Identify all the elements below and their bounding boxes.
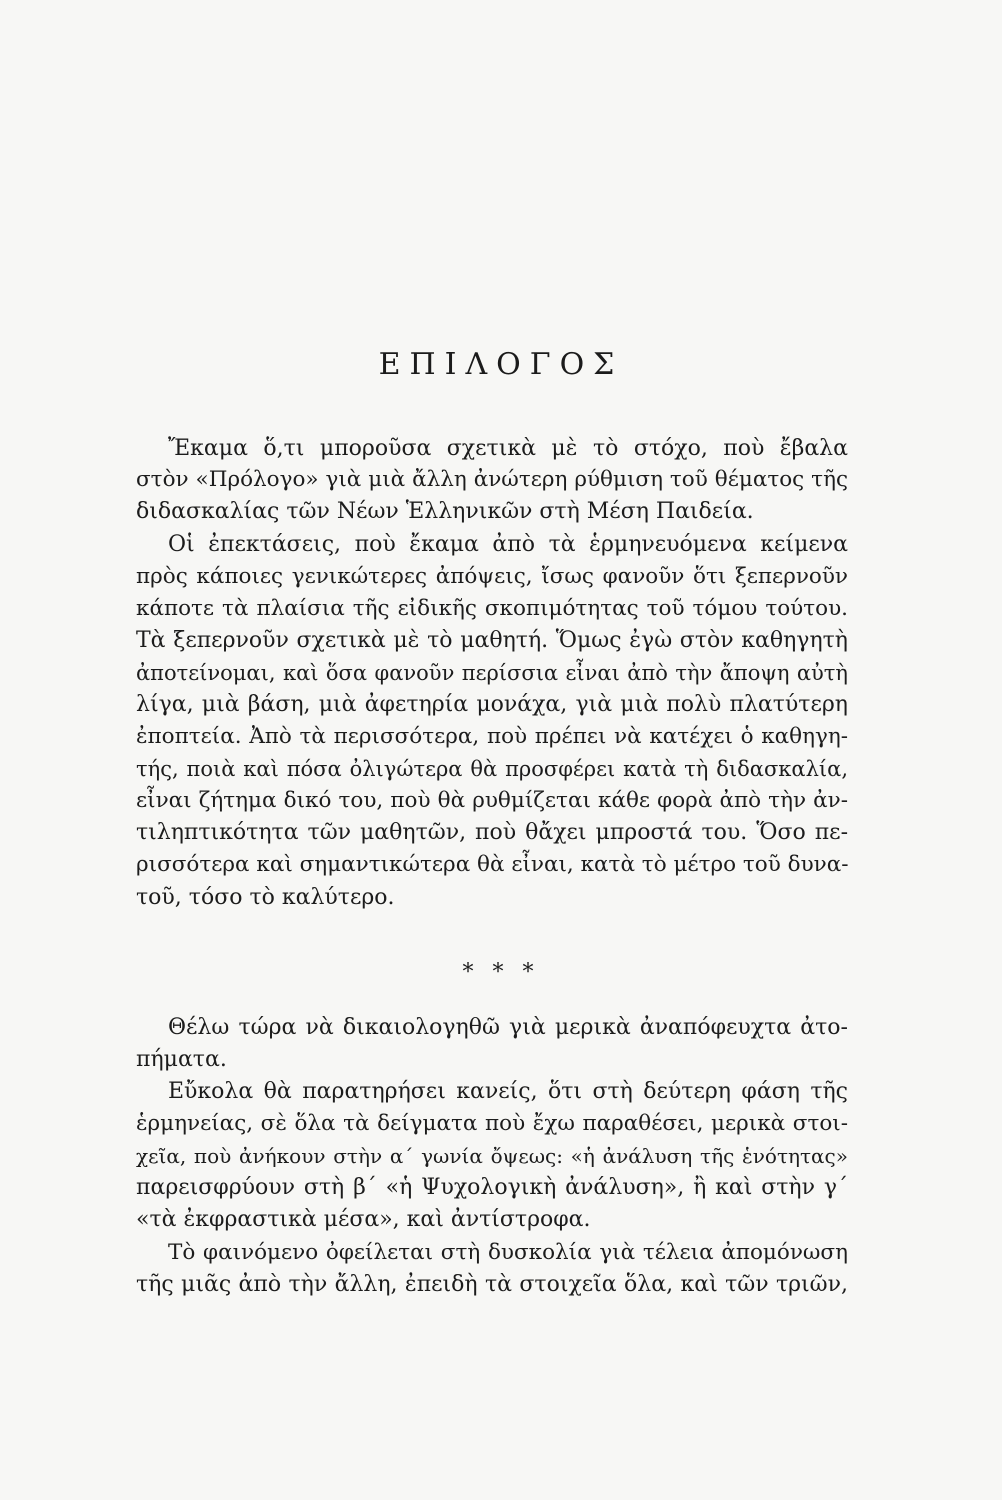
text-line: Τὸ φαινόμενο ὀφείλεται στὴ δυσκολία γιὰ τέλεια ἀπομόνωση	[168, 1240, 848, 1265]
text-line: εἶναι ζήτημα δικό του, ποὺ θὰ ρυθμίζεται κάθε φορὰ ἀπὸ τὴν ἀν-	[136, 788, 848, 813]
page-title: ΕΠΙΛΟΓΟΣ	[378, 347, 624, 382]
text-line: τής, ποιὰ καὶ πόσα ὀλιγώτερα θὰ προσφέρει κατὰ τὴ διδασκαλία,	[136, 757, 848, 781]
text-line: ἑρμηνείας, σὲ ὅλα τὰ δείγματα ποὺ ἔχω παραθέσει, μερικὰ στοι-	[136, 1111, 848, 1136]
text-line: Θέλω τώρα νὰ δικαιολογηθῶ γιὰ μερικὰ ἀναπόφευχτα ἀτο-	[168, 1015, 848, 1040]
text-line: πήματα.	[136, 1047, 227, 1072]
text-line: λίγα, μιὰ βάση, μιὰ ἀφετηρία μονάχα, γιὰ μιὰ πολὺ πλατύτερη	[136, 692, 848, 717]
text-line: Ἔκαμα ὅ,τι μποροῦσα σχετικὰ μὲ τὸ στόχο, ποὺ ἔβαλα	[168, 436, 848, 461]
text-line: κάποτε τὰ πλαίσια τῆς εἰδικῆς σκοπιμότητας τοῦ τόμου τούτου.	[136, 596, 848, 621]
text-line: πρὸς κάποιες γενικώτερες ἀπόψεις, ἴσως φανοῦν ὅτι ξεπερνοῦν	[136, 564, 848, 589]
section-separator: * * *	[462, 960, 540, 985]
text-line: «τὰ ἐκφραστικὰ μέσα», καὶ ἀντίστροφα.	[136, 1207, 591, 1232]
text-line: τοῦ, τόσο τὸ καλύτερο.	[136, 885, 395, 910]
text-line: Εὔκολα θὰ παρατηρήσει κανείς, ὅτι στὴ δεύτερη φάση τῆς	[168, 1079, 848, 1104]
text-line: παρεισφρύουν στὴ β΄ «ἡ Ψυχολογικὴ ἀνάλυση», ἢ καὶ στὴν γ΄	[136, 1175, 848, 1200]
text-line: διδασκαλίας τῶν Νέων Ἑλληνικῶν στὴ Μέση Παιδεία.	[136, 499, 754, 524]
text-line: ρισσότερα καὶ σημαντικώτερα θὰ εἶναι, κατὰ τὸ μέτρο τοῦ δυνα-	[136, 852, 849, 877]
text-line: στὸν «Πρόλογο» γιὰ μιὰ ἄλλη ἀνώτερη ρύθμιση τοῦ θέματος τῆς	[136, 467, 848, 492]
text-line: Οἱ ἐπεκτάσεις, ποὺ ἔκαμα ἀπὸ τὰ ἑρμηνευόμενα κείμενα	[168, 532, 848, 557]
text-line: τῆς μιᾶς ἀπὸ τὴν ἄλλη, ἐπειδὴ τὰ στοιχεῖα ὅλα, καὶ τῶν τριῶν,	[136, 1272, 848, 1297]
text-line: ἐποπτεία. Ἀπὸ τὰ περισσότερα, ποὺ πρέπει νὰ κατέχει ὁ καθηγη-	[136, 724, 848, 749]
text-line: τιληπτικότητα τῶν μαθητῶν, ποὺ θἄχει μπροστά του. Ὅσο πε-	[136, 820, 848, 845]
text-line: χεῖα, ποὺ ἀνήκουν στὴν α΄ γωνία ὄψεως: «ἡ ἀνάλυση τῆς ἑνότητας»	[136, 1144, 848, 1168]
text-line: ἀποτείνομαι, καὶ ὅσα φανοῦν περίσσια εἶναι ἀπὸ τὴν ἄποψη αὐτὴ	[136, 661, 848, 685]
text-line: Τὰ ξεπερνοῦν σχετικὰ μὲ τὸ μαθητή. Ὅμως ἐγὼ στὸν καθηγητὴ	[136, 628, 848, 653]
